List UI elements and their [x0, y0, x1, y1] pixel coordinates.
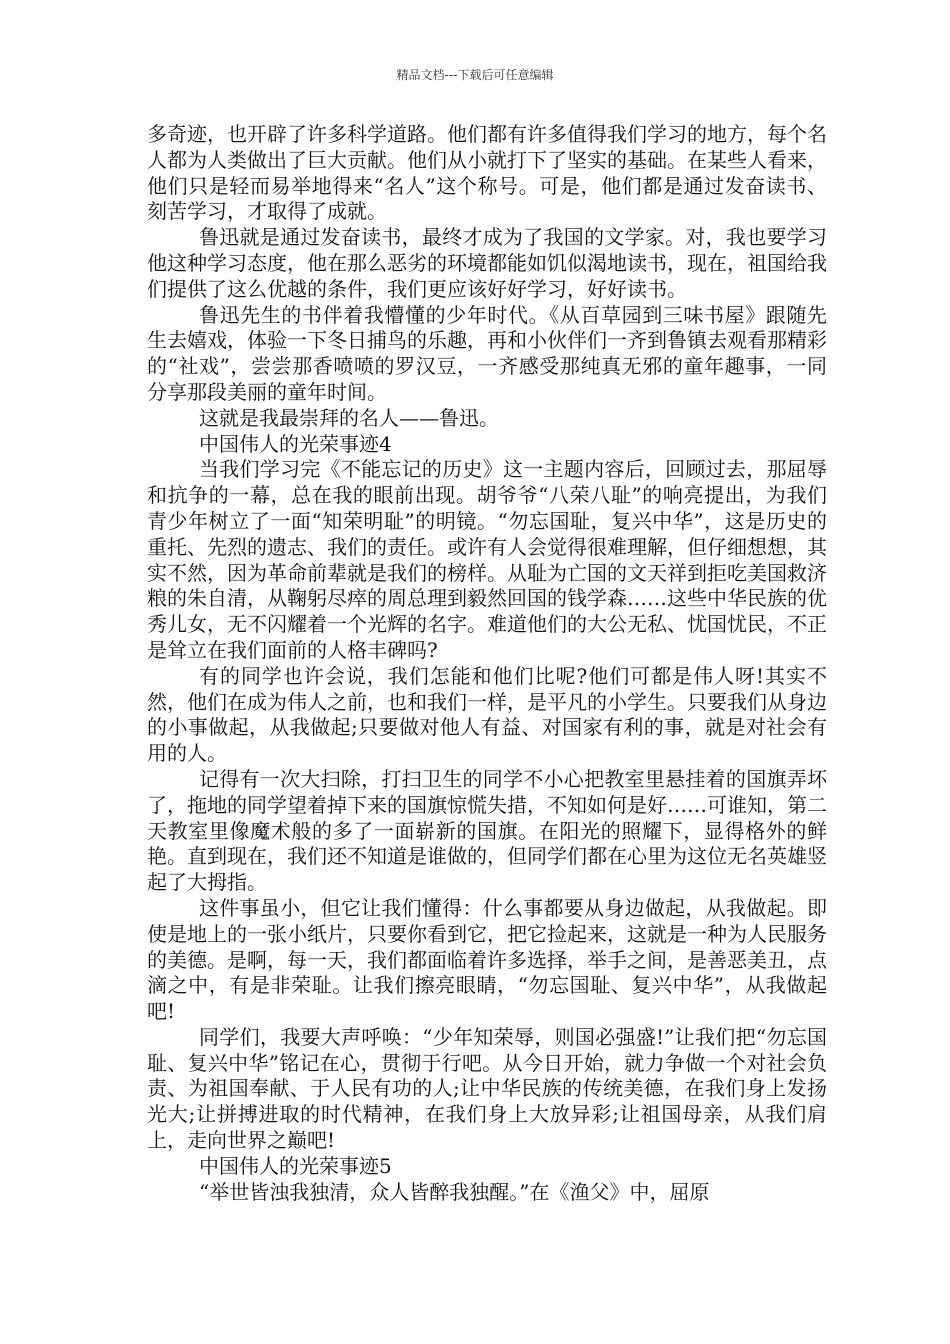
- paragraph-8: 这件事虽小，但它让我们懂得：什么事都要从身边做起，从我做起。即使是地上的一张小纸片，只要你看到它，把它捡起来，这就是一种为人民服务的美德。是啊，每一天，我们都面临着许多选择，举手之间，是善恶美丑，点滴之中，有是非荣耻。让我们擦亮眼睛，“勿忘国耻、复兴中华”，从我做起吧!: [147, 895, 827, 1024]
- paragraph-5: 当我们学习完《不能忘记的历史》这一主题内容后，回顾过去，那屈辱和抗争的一幕，总在我的眼前出现。胡爷爷“八荣八耻”的响亮提出，为我们青少年树立了一面“知荣明耻”的明镜。“勿忘国耻，复兴中华”，这是历史的重托、先烈的遗志、我们的责任。或许有人会觉得很难理解，但仔细想想，其实不然，因为革命前辈就是我们的榜样。从耻为亡国的文天祥到拒吃美国救济粮的朱自清，从鞠躬尽瘁的周总理到毅然回国的钱学森……这些中华民族的优秀儿女，无不闪耀着一个光辉的名字。难道他们的大公无私、忧国忧民，不正是耸立在我们面前的人格丰碑吗?: [147, 457, 827, 662]
- paragraph-1: 多奇迹，也开辟了许多科学道路。他们都有许多值得我们学习的地方，每个名人都为人类做出了巨大贡献。他们从小就打下了坚实的基础。在某些人看来，他们只是轻而易举地得来“名人”这个称号。可是，他们都是通过发奋读书、刻苦学习，才取得了成就。: [147, 122, 827, 224]
- paragraph-10: “举世皆浊我独清，众人皆醉我独醒。”在《渔父》中，屈原: [199, 1179, 710, 1204]
- paragraph-2: 鲁迅就是通过发奋读书，最终才成为了我国的文学家。对，我也要学习他这种学习态度，他在那么恶劣的环境都能如饥似渴地读书，现在，祖国给我们提供了这么优越的条件，我们更应该好好学习，好好读书。: [147, 225, 827, 301]
- section-heading-4: 中国伟人的光荣事迹4: [199, 431, 392, 456]
- section-heading-5: 中国伟人的光荣事迹5: [199, 1153, 392, 1178]
- page-header: 精品文档---下载后可任意编辑: [396, 68, 554, 82]
- paragraph-6: 有的同学也许会说，我们怎能和他们比呢?他们可都是伟人呀!其实不然，他们在成为伟人之前，也和我们一样，是平凡的小学生。只要我们从身边的小事做起，从我做起;只要做对他人有益、对国家有利的事，就是对社会有用的人。: [147, 663, 827, 766]
- document-body: [147, 122, 827, 1205]
- paragraph-9: 同学们，我要大声呼唤：“少年知荣辱，则国必强盛!”让我们把“勿忘国耻、复兴中华”铭记在心，贯彻于行吧。从今日开始，就力争做一个对社会负责、为祖国奉献、于人民有功的人;让中华民族的传统美德，在我们身上发扬光大;让拼搏进取的时代精神，在我们身上大放异彩;让祖国母亲，从我们肩上，走向世界之巅吧!: [147, 1024, 827, 1153]
- paragraph-4: 这就是我最崇拜的名人——鲁迅。: [199, 405, 499, 430]
- paragraph-3: 鲁迅先生的书伴着我懵懂的少年时代。《从百草园到三味书屋》跟随先生去嬉戏，体验一下冬日捕鸟的乐趣，再和小伙伴们一齐到鲁镇去观看那精彩的“社戏”，尝尝那香喷喷的罗汉豆，一齐感受那纯真无邪的童年趣事，一同分享那段美丽的童年时间。: [147, 302, 827, 404]
- paragraph-7: 记得有一次大扫除，打扫卫生的同学不小心把教室里悬挂着的国旗弄坏了，拖地的同学望着掉下来的国旗惊慌失措，不知如何是好……可谁知，第二天教室里像魔术般的多了一面崭新的国旗。在阳光的照耀下，显得格外的鲜艳。直到现在，我们还不知道是谁做的，但同学们都在心里为这位无名英雄竖起了大拇指。: [147, 766, 827, 895]
